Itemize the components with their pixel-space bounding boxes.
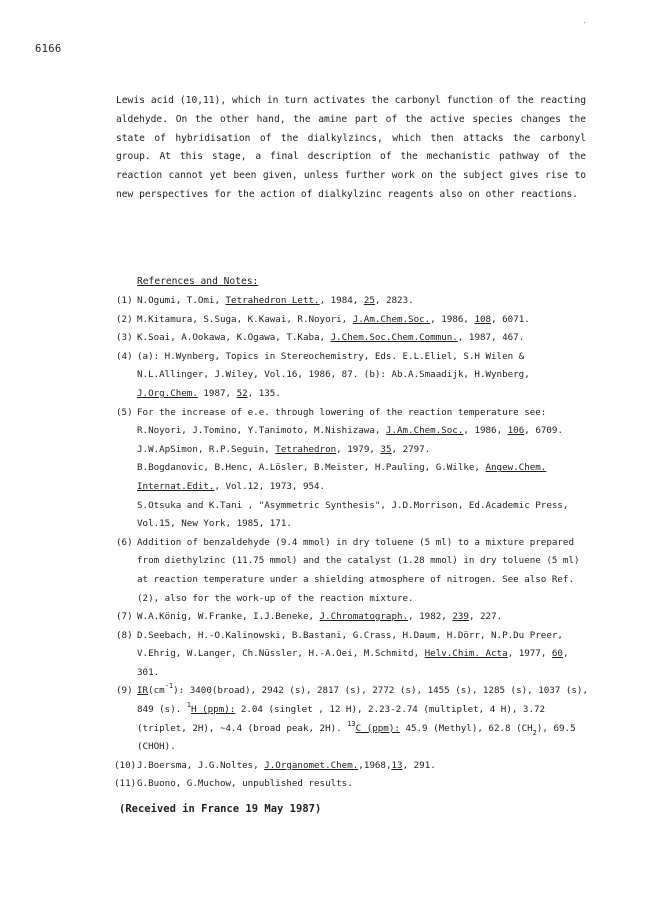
reference-text	[137, 760, 436, 771]
reference-number: (7)	[116, 611, 133, 623]
reference-fragment: 2.04 (singlet , 12 H), 2.23-2.74 (multiplet, 4 H), 3.72 (triplet, 2H), ~4.4 (broad peak, 2H).	[137, 704, 546, 734]
reference-citation: IR	[137, 685, 149, 697]
reference-fragment: M.Kitamura, S.Suga, K.Kawai, R.Noyori,	[137, 313, 353, 325]
reference-item	[116, 292, 588, 311]
reference-item	[116, 311, 588, 330]
reference-fragment: , Vol.12, 1973, 954.	[214, 480, 326, 492]
reference-fragment: , 6071.	[491, 313, 530, 325]
reference-list	[116, 292, 588, 794]
reference-citation: J.Chem.Soc.Chem.Commun.	[330, 332, 458, 344]
page-number: 6166	[35, 43, 62, 55]
reference-fragment: S.Otsuka and K.Tani , "Asymmetric Synthesis", J.D.Morrison, Ed.Academic Press, Vol.15, New York, 1985, 171.	[137, 499, 569, 530]
reference-text	[137, 611, 502, 622]
received-date: (Received in France 19 May 1987)	[119, 803, 322, 815]
reference-citation: H (ppm):	[191, 704, 236, 716]
reference-fragment: , 2797.	[391, 443, 431, 455]
references-heading: References and Notes:	[137, 276, 259, 287]
reference-item	[116, 608, 588, 627]
reference-item	[116, 404, 588, 534]
reference-fragment: , 1984,	[319, 295, 364, 306]
reference-citation: 35	[380, 443, 392, 455]
reference-fragment: For the increase of e.e. through lowering of the reaction temperature see: R.Noyori, J.Tomino, Y.Tanimoto, M.Nishizawa,	[137, 406, 547, 437]
reference-fragment: ), 69.5 (CHOH).	[137, 722, 576, 753]
scan-speck	[584, 22, 585, 23]
reference-item	[116, 534, 588, 608]
reference-text	[137, 295, 414, 306]
reference-fragment: , 1987, 467.	[457, 332, 525, 344]
reference-fragment: G.Buono, G.Muchow, unpublished results.	[137, 778, 353, 790]
reference-item	[116, 627, 588, 683]
reference-fragment: , 291.	[402, 759, 436, 771]
reference-fragment: W.A.König, W.Franke, I.J.Beneke,	[137, 611, 320, 623]
reference-fragment: N.Ogumi, T.Omi,	[137, 295, 226, 306]
reference-fragment: , 1977,	[507, 648, 552, 660]
reference-number: (2)	[116, 313, 133, 325]
reference-item	[116, 757, 588, 776]
reference-item	[116, 348, 588, 404]
reference-fragment: , 1986,	[463, 425, 508, 437]
reference-citation: J.Am.Chem.Soc.	[385, 425, 464, 437]
reference-number: (9)	[116, 685, 133, 697]
reference-text	[137, 537, 580, 604]
reference-text	[137, 630, 569, 678]
reference-citation: 106	[507, 425, 525, 437]
reference-fragment: , 135.	[247, 387, 281, 399]
reference-number: (10)	[114, 759, 137, 771]
reference-fragment: , 1982,	[408, 611, 453, 623]
reference-number: (8)	[116, 629, 133, 641]
reference-number: (11)	[114, 778, 137, 790]
reference-citation: C (ppm):	[355, 722, 400, 734]
reference-fragment: K.Soai, A.Ookawa, K.Ogawa, T.Kaba,	[137, 332, 331, 344]
reference-number: (6)	[116, 536, 133, 548]
reference-citation: J.Org.Chem.	[137, 387, 198, 399]
reference-fragment: 13	[347, 719, 356, 728]
reference-fragment: , 1979,	[336, 443, 381, 455]
reference-fragment: 1	[186, 701, 192, 710]
reference-fragment: 2	[532, 728, 537, 737]
reference-item	[116, 682, 588, 756]
reference-citation: Helv.Chim. Acta	[424, 648, 508, 660]
reference-number: (4)	[116, 350, 133, 362]
reference-item	[116, 775, 588, 794]
reference-fragment: (cm	[148, 685, 165, 697]
reference-fragment: 1987,	[197, 387, 237, 399]
reference-citation: Angew.Chem. Internat.Edit.	[137, 462, 547, 492]
reference-fragment: -1	[164, 682, 174, 691]
reference-number: (3)	[116, 332, 133, 344]
reference-fragment: Addition of benzaldehyde (9.4 mmol) in dry toluene (5 ml) to a mixture prepared from diethylzinc (11.75 mmol) and the catalyst (1.28 mmol) in dry toluene (5 ml) at reaction temperature under a shielding atmosphere of nitrogen. See also Ref.(2), also for the work-up of the reaction mixture.	[137, 536, 580, 604]
body-paragraph: Lewis acid (10,11), which in turn activates the carbonyl function of the reacting aldehyde. On the other hand, the amine part of the active species changes the state of hybridisation of the dialkylzincs, which then attacks the carbonyl group. At this stage, a final description of the mechanistic pathway of the reaction cannot yet been given, unless further work on the subject gives rise to new perspectives for the action of dialkylzinc reagents also on other reactions.	[116, 95, 586, 200]
reference-citation: J.Am.Chem.Soc.	[352, 313, 431, 325]
reference-citation: J.Chromatograph.	[319, 611, 409, 623]
reference-fragment: , 2823.	[374, 295, 414, 306]
reference-fragment: B.Bogdanovic, B.Henc, A.Lösler, B.Meister, H.Pauling, G.Wilke,	[137, 462, 486, 474]
reference-text	[137, 351, 530, 399]
reference-citation: 52	[236, 387, 248, 399]
reference-fragment: D.Seebach, H.-O.Kalinowski, B.Bastani, G.Crass, H.Daum, H.Dörr, N.P.Du Preer, V.Ehrig, W.Langer, Ch.Nüssler, H.-A.Oei, M.Schmitd,	[137, 629, 563, 660]
reference-text	[137, 332, 524, 343]
reference-number: (5)	[116, 406, 133, 418]
reference-text	[137, 682, 588, 753]
reference-fragment: , 1986,	[430, 313, 475, 325]
reference-citation: 60	[551, 648, 563, 660]
reference-fragment: , 301.	[137, 648, 569, 678]
reference-citation: Tetrahedron Lett.	[225, 295, 320, 306]
reference-citation: 13	[391, 759, 403, 771]
reference-fragment: J.W.ApSimon, R.P.Seguin,	[137, 443, 276, 455]
reference-fragment: , 6709.	[524, 425, 563, 437]
reference-citation: 239	[452, 611, 469, 623]
reference-fragment: J.Boersma, J.G.Noltes,	[137, 759, 265, 771]
reference-citation: Tetrahedron	[275, 443, 337, 455]
reference-fragment: ): 3400(broad), 2942 (s), 2817 (s), 2772 (s), 1455 (s), 1285 (s), 1037 (s), 849 (s).	[137, 685, 588, 716]
reference-text	[137, 314, 530, 325]
reference-fragment: (a): H.Wynberg, Topics in Stereochemistry, Eds. E.L.Eliel, S.H Wilen & N.L.Allinger, J.Wiley, Vol.16, 1986, 87. (b): Ab.A.Smaadijk, H.Wynberg,	[137, 350, 530, 381]
reference-item	[116, 329, 588, 348]
reference-fragment: , 227.	[468, 611, 503, 623]
reference-fragment: ,1968,	[358, 759, 392, 771]
reference-text	[137, 778, 353, 789]
reference-citation: 25	[363, 295, 375, 306]
reference-citation: J.Organomet.Chem.	[264, 759, 359, 771]
reference-citation: 108	[474, 313, 492, 325]
reference-fragment: 45.9 (Methyl), 62.8 (CH	[399, 722, 533, 734]
reference-number: (1)	[116, 295, 133, 306]
reference-text	[137, 407, 568, 530]
